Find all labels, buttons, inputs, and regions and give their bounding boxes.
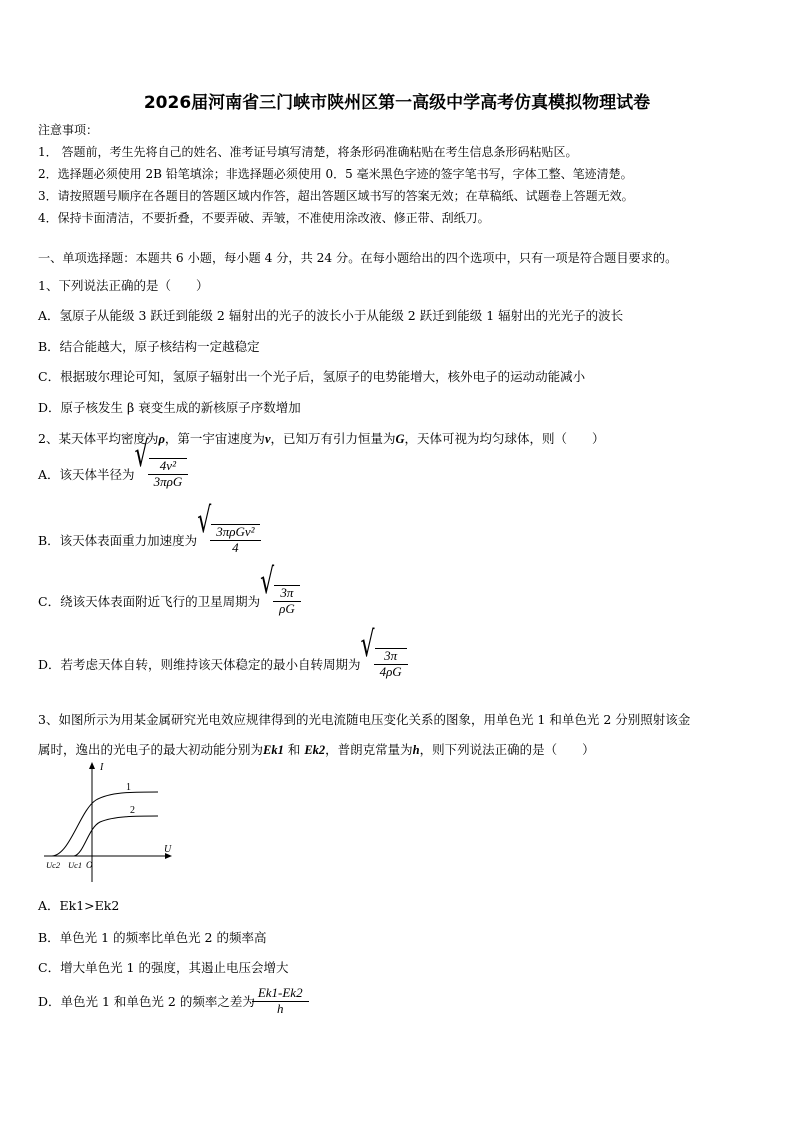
q2-c-numerator: 3π bbox=[280, 585, 294, 600]
note-item-2: 2．选择题必须使用 2B 铅笔填涂；非选择题必须使用 0．5 毫米黑色字迹的签字笔书写，字体工整、笔迹清楚。 bbox=[38, 167, 633, 181]
q2-option-a-text: A．该天体半径为 bbox=[38, 466, 135, 482]
q2-a-denominator: 3πρG bbox=[148, 474, 189, 490]
q2-option-b-text: B．该天体表面重力加速度为 bbox=[38, 532, 198, 548]
note-item-4: 4．保持卡面清洁，不要折叠，不要弄破、弄皱，不准使用涂改液、修正带、刮纸刀。 bbox=[38, 211, 490, 225]
note-item-3: 3．请按照题号顺序在各题目的答题区域内作答，超出答题区域书写的答案无效；在草稿纸、试题卷上答题无效。 bbox=[38, 189, 634, 203]
q2-stem-c: ，已知万有引力恒量为 bbox=[270, 431, 396, 446]
q1-option-c: C．根据玻尔理论可知，氢原子辐射出一个光子后，氢原子的电势能增大，核外电子的运动动能减小 bbox=[38, 369, 586, 384]
q2-a-numerator: 4v² bbox=[159, 458, 176, 473]
section-heading: 一、单项选择题：本题共 6 小题，每小题 4 分，共 24 分。在每小题给出的四个选项中，只有一项是符合题目要求的。 bbox=[38, 251, 678, 265]
q2-stem-a: 2、某天体平均密度为 bbox=[38, 431, 159, 446]
q2-v: v bbox=[264, 432, 271, 446]
page-title: 2026届河南省三门峡市陕州区第一高级中学高考仿真模拟物理试卷 bbox=[143, 93, 651, 113]
curve-1-label: 1 bbox=[126, 782, 131, 793]
notes-header: 注意事项： bbox=[38, 123, 99, 137]
y-axis-arrow-icon bbox=[89, 762, 95, 769]
q2-option-c bbox=[38, 562, 300, 617]
q3-option-a: A．Ek1>Ek2 bbox=[38, 898, 120, 913]
q3-d-denominator: h bbox=[252, 1001, 309, 1017]
uc1-label: Uc1 bbox=[68, 860, 83, 870]
q1-option-a: A．氢原子从能级 3 跃迁到能级 2 辐射出的光子的波长小于从能级 2 跃迁到能级 1 辐射出的光光子的波长 bbox=[38, 308, 624, 323]
q2-option-d-text: D．若考虑天体自转，则维持该天体稳定的最小自转周期为 bbox=[38, 656, 361, 672]
q2-d-numerator: 3π bbox=[384, 648, 398, 663]
sqrt-icon: √ $\frac{\text{3πρGv²}}{4}$ bbox=[197, 524, 259, 556]
sqrt-icon: √ $\frac{\text{4v²}}{\text{3πρG}}$ bbox=[135, 458, 188, 490]
q1-stem: 1、下列说法正确的是（ ） bbox=[38, 278, 209, 293]
q3-option-c: C．增大单色光 1 的强度，其遏止电压会增大 bbox=[38, 960, 289, 975]
q3-stem2-c: ，普朗克常量为 bbox=[325, 742, 413, 757]
curve-1 bbox=[52, 792, 158, 856]
q3-ek2: Ek2 bbox=[304, 743, 326, 757]
q2-option-b bbox=[38, 501, 260, 556]
q3-ek1: Ek1 bbox=[263, 743, 284, 757]
q2-g: G bbox=[395, 432, 405, 446]
q2-stem bbox=[38, 429, 605, 447]
q3-option-d-text: D．单色光 1 和单色光 2 的频率之差为 bbox=[38, 994, 255, 1010]
photoelectric-graph bbox=[40, 760, 180, 888]
q2-c-denominator: ρG bbox=[273, 601, 301, 617]
q2-b-numerator: 3πρGv² bbox=[216, 524, 255, 539]
sqrt-icon: √ $\frac{3\pi}{4\rho G}$ bbox=[361, 648, 407, 680]
sqrt-icon: √ $\frac{3\pi}{\rho G}$ bbox=[260, 585, 300, 617]
x-axis-label: U bbox=[164, 844, 172, 855]
q3-d-numerator: Ek1-Ek2 bbox=[257, 985, 303, 1000]
q3-option-d bbox=[38, 986, 306, 1017]
q2-option-d bbox=[38, 625, 407, 680]
note-item-1: 1． 答题前，考生先将自己的姓名、准考证号填写清楚，将条形码准确粘贴在考生信息条形码粘贴区。 bbox=[38, 145, 578, 159]
q3-d-fraction bbox=[255, 986, 306, 1017]
q3-stem2-a: 属时，逸出的光电子的最大初动能分别为 bbox=[38, 742, 264, 757]
curve-2-label: 2 bbox=[130, 805, 135, 816]
curve-2 bbox=[74, 816, 158, 856]
q2-stem-d: ，天体可视为均匀球体，则（ ） bbox=[404, 431, 605, 446]
uc2-label: Uc2 bbox=[46, 860, 61, 870]
q3-h: h bbox=[412, 743, 420, 757]
q3-stem2-d: ，则下列说法正确的是（ ） bbox=[419, 742, 595, 757]
q1-option-d: D．原子核发生 β 衰变生成的新核原子序数增加 bbox=[38, 400, 301, 415]
q2-rho: ρ bbox=[158, 432, 165, 446]
q3-stem-line1: 3、如图所示为用某金属研究光电效应规律得到的光电流随电压变化关系的图象，用单色光 1 和单色光 2 分别照射该金 bbox=[38, 712, 691, 727]
y-axis-label: I bbox=[100, 762, 104, 773]
q1-option-b: B．结合能越大，原子核结构一定越稳定 bbox=[38, 339, 260, 354]
q3-option-b: B．单色光 1 的频率比单色光 2 的频率高 bbox=[38, 930, 267, 945]
origin-label: O bbox=[86, 860, 93, 870]
q3-stem-line2 bbox=[38, 740, 595, 758]
q3-stem2-b: 和 bbox=[283, 742, 305, 757]
q2-d-denominator: 4ρG bbox=[374, 664, 408, 680]
q2-option-c-text: C．绕该天体表面附近飞行的卫星周期为 bbox=[38, 593, 261, 609]
q2-b-denominator: 4 bbox=[210, 540, 260, 556]
q2-stem-b: ，第一宇宙速度为 bbox=[164, 431, 265, 446]
